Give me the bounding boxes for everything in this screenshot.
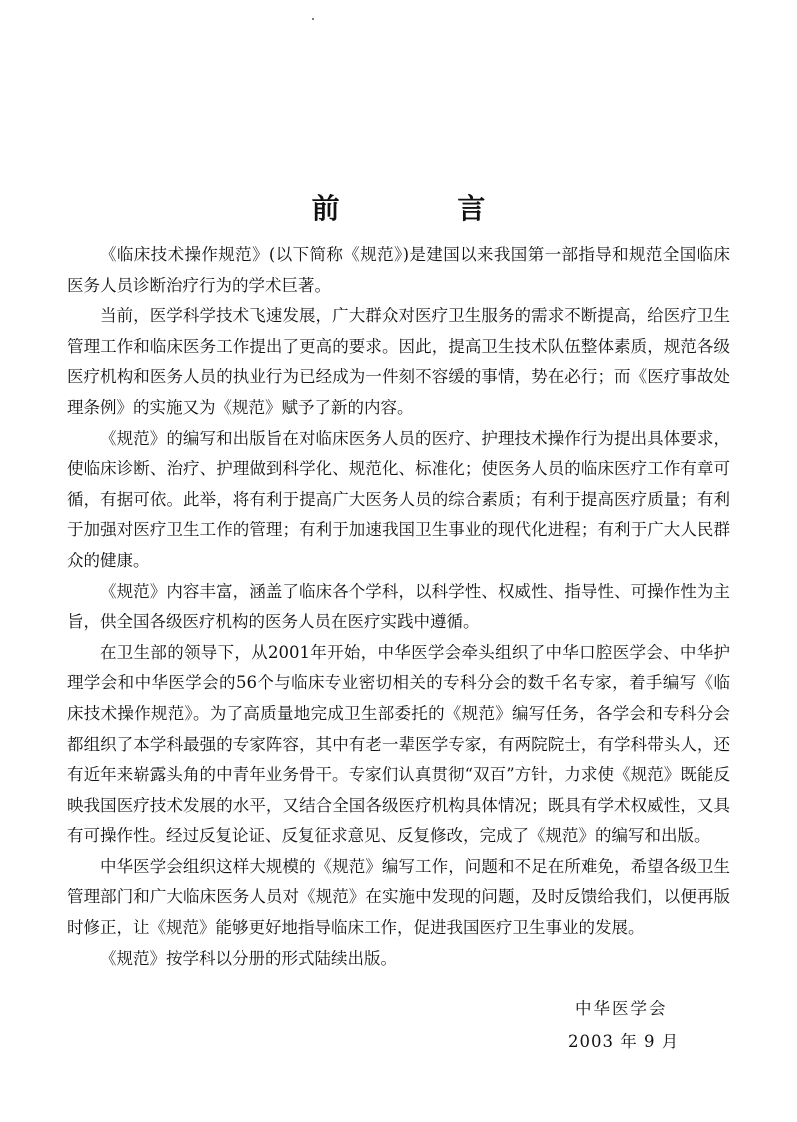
page-speck	[312, 18, 314, 20]
paragraph-7: 《规范》按学科以分册的形式陆续出版。	[100, 948, 397, 968]
page-title: 前 言	[311, 191, 540, 225]
paragraph-3: 《规范》的编写和出版旨在对临床医务人员的医疗、护理技术操作行为提出具体要求，使临床诊断、治疗、护理做到科学化、规范化、标准化；使医务人员的临床医疗工作有章可循，有据可依。此举，将有利于提高广大医务人员的综合素质；有利于提高医疗质量；有利于加强对医疗卫生工作的管理；有利于加速我国卫生事业的现代化进程；有利于广大人民群众的健康。	[67, 428, 730, 570]
paragraph-5: 在卫生部的领导下，从2001年开始，中华医学会牵头组织了中华口腔医学会、中华护理学会和中华医学会的56个与临床专业密切相关的专科分会的数千名专家，着手编写《临床技术操作规范》。为了高质量地完成卫生部委托的《规范》编写任务，各学会和专科分会都组织了本学科最强的专家阵容，其中有老一辈医学专家，有两院院士，有学科带头人，还有近年来崭露头角的中青年业务骨干。专家们认真贯彻“双百”方针，力求使《规范》既能反映我国医疗技术发展的水平，又结合全国各级医疗机构具体情况；既具有学术权威性，又具有可操作性。经过反复论证、反复征求意见、反复修改，完成了《规范》的编写和出版。	[67, 642, 730, 846]
preface-body	[67, 240, 730, 974]
paragraph-4: 《规范》内容丰富，涵盖了临床各个学科，以科学性、权威性、指导性、可操作性为主旨，供全国各级医疗机构的医务人员在医疗实践中遵循。	[67, 581, 730, 632]
signature-date: 2003 年 9 月	[568, 1032, 680, 1051]
paragraph-1: 《临床技术操作规范》(以下简称《规范》)是建国以来我国第一部指导和规范全国临床医务人员诊断治疗行为的学术巨著。	[67, 245, 730, 295]
signature-organization: 中华医学会	[575, 999, 668, 1018]
paragraph-2: 当前，医学科学技术飞速发展，广大群众对医疗卫生服务的需求不断提高，给医疗卫生管理工作和临床医务工作提出了更高的要求。因此，提高卫生技术队伍整体素质，规范各级医疗机构和医务人员的执业行为已经成为一件刻不容缓的事情，势在必行；而《医疗事故处理条例》的实施又为《规范》赋予了新的内容。	[67, 306, 730, 417]
paragraph-6: 中华医学会组织这样大规模的《规范》编写工作，问题和不足在所难免，希望各级卫生管理部门和广大临床医务人员对《规范》在实施中发现的问题，及时反馈给我们，以便再版时修正，让《规范》能够更好地指导临床工作，促进我国医疗卫生事业的发展。	[67, 856, 730, 938]
signature-block	[540, 992, 730, 1058]
